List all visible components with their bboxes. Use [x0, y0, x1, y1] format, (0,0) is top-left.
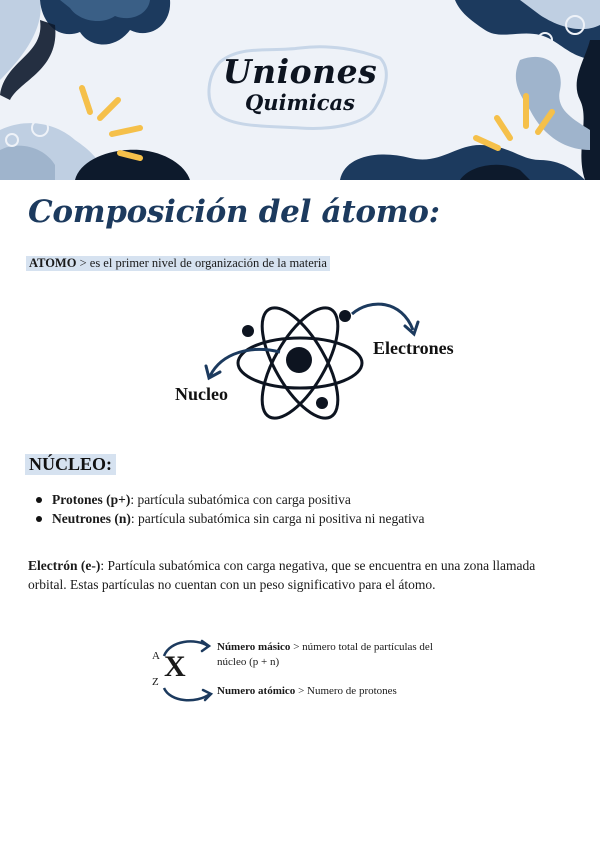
electrons-label: Electrones [373, 338, 454, 358]
mass-number-text [217, 640, 457, 670]
atom-text: > es el primer nivel de organización de la materia [76, 256, 327, 270]
neutrons-term: Neutrones (n) [52, 511, 131, 526]
atom-term: ATOMO [29, 256, 77, 270]
electron-dot-2 [339, 310, 351, 322]
nucleus-dot [286, 347, 312, 373]
title-line-1: Uniones [222, 52, 378, 91]
atomic-desc: > Numero de protones [295, 685, 397, 697]
title-line-2: Quimicas [245, 90, 355, 115]
protons-term: Protones (p+) [52, 492, 131, 507]
section-title: Composición del átomo: [28, 194, 440, 230]
mass-desc: > número total de partículas del núcleo (p + n) [217, 641, 433, 668]
nucleus-heading: NÚCLEO: [25, 454, 116, 475]
nucleus-label: Nucleo [175, 384, 228, 404]
neutrons-text: : partícula subatómica sin carga ni positiva ni negativa [130, 511, 425, 526]
electron-term: Electrón (e-) [28, 558, 101, 573]
atomic-term: Numero atómico [217, 685, 296, 697]
protons-text: : partícula subatómica con carga positiva [130, 492, 351, 507]
list-item-protons [34, 490, 425, 509]
electron-dot-1 [242, 325, 254, 337]
mass-term: Número másico [217, 641, 291, 653]
mass-number-symbol: A [152, 650, 160, 662]
atomic-number-text [217, 684, 457, 699]
nuclide-notation [150, 636, 470, 716]
nucleus-list [34, 490, 425, 528]
element-symbol: X [164, 650, 186, 683]
list-item-neutrons [34, 509, 425, 528]
electron-paragraph [28, 556, 558, 594]
atomic-number-symbol: Z [152, 676, 159, 688]
electron-text: : Partícula subatómica con carga negativa, que se encuentra en una zona llamada orbital. Estas partículas no cuentan con un peso significativo para el átomo. [28, 558, 536, 592]
electron-dot-3 [316, 397, 328, 409]
